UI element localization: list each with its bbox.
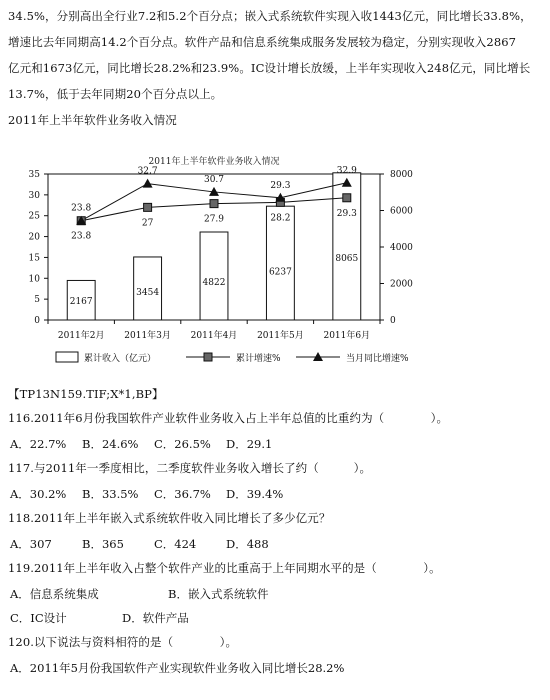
- question-117: 117.与2011年一季度相比，二季度软件业务收入增长了约（ ）。: [8, 461, 372, 475]
- left-axis-tick-label: 30: [28, 190, 40, 201]
- cumulative-growth-label: 23.8: [71, 231, 92, 242]
- left-axis-tick-label: 20: [28, 232, 40, 243]
- left-axis-tick-label: 0: [34, 316, 40, 326]
- x-axis-label: 2011年4月: [190, 331, 238, 341]
- chart-title: 2011年上半年软件业务收入情况: [148, 157, 280, 167]
- option-c[interactable]: C．36.7%: [154, 487, 211, 501]
- bar-value-label: 8065: [335, 254, 359, 265]
- option-b[interactable]: B．365: [82, 537, 124, 551]
- option-a[interactable]: A．307: [10, 537, 52, 551]
- x-axis-label: 2011年2月: [57, 331, 105, 341]
- paragraph-line-2: 增速比去年同期高14.2个百分点。软件产品和信息系统集成服务发展较为稳定，分别实现收入2867: [8, 35, 517, 49]
- option-b[interactable]: B．嵌入式系统软件: [168, 587, 269, 601]
- option-d[interactable]: D．软件产品: [122, 611, 189, 625]
- question-119: 119.2011年上半年收入占整个软件产业的比重高于上年同期水平的是（ ）。: [8, 561, 441, 575]
- option-c[interactable]: C．IC设计: [10, 611, 67, 625]
- option-a[interactable]: A．2011年5月份我国软件产业实现软件业务收入同比增长28.2%: [10, 661, 345, 675]
- option-a[interactable]: A．22.7%: [10, 437, 67, 451]
- cumulative-growth-label: 28.2: [270, 213, 291, 224]
- question-120: 120.以下说法与资料相符的是（ ）。: [8, 635, 238, 649]
- right-axis-tick-label: 2000: [390, 279, 413, 290]
- legend-bar-swatch: [56, 352, 78, 362]
- option-b[interactable]: B．24.6%: [82, 437, 139, 451]
- x-axis-label: 2011年5月: [257, 331, 304, 341]
- right-axis-tick-label: 0: [390, 316, 396, 326]
- cumulative-point: [343, 194, 351, 202]
- left-axis-tick-label: 25: [28, 211, 40, 222]
- monthly-growth-label: 23.8: [71, 203, 92, 214]
- cumulative-growth-label: 27.9: [203, 214, 225, 225]
- option-b[interactable]: B．33.5%: [82, 487, 139, 501]
- paragraph-line-1: 34.5%，分别高出全行业7.2和5.2个百分点；嵌入式系统软件实现入收1443亿元，同比增长33.8%，: [8, 9, 532, 23]
- option-c[interactable]: C．424: [154, 537, 197, 551]
- option-a[interactable]: A．信息系统集成: [10, 587, 99, 601]
- option-d[interactable]: D．29.1: [226, 437, 273, 451]
- option-a[interactable]: A．30.2%: [10, 487, 67, 501]
- left-axis-tick-label: 5: [34, 295, 40, 306]
- cumulative-growth-label: 27: [141, 218, 154, 229]
- option-c[interactable]: C．26.5%: [154, 437, 211, 451]
- left-axis-tick-label: 10: [28, 274, 40, 285]
- cumulative-point: [210, 200, 218, 208]
- left-axis-tick-label: 35: [28, 170, 40, 180]
- legend-triangle-label: 当月同比增速%: [346, 354, 409, 364]
- legend-bar-label: 累计收入（亿元）: [84, 354, 157, 364]
- monthly-growth-label: 32.7: [137, 166, 158, 177]
- right-axis-tick-label: 8000: [390, 170, 413, 180]
- legend-square-swatch: [204, 353, 212, 361]
- option-d[interactable]: D．39.4%: [226, 487, 284, 501]
- cumulative-point: [144, 203, 152, 211]
- bar-value-label: 6237: [268, 267, 292, 278]
- question-116: 116.2011年6月份我国软件产业软件业务收入占上半年总值的比重约为（ ）。: [8, 411, 449, 425]
- monthly-growth-label: 32.9: [336, 165, 357, 176]
- legend-square-label: 累计增速%: [236, 354, 281, 364]
- cumulative-growth-label: 29.3: [336, 208, 357, 219]
- monthly-point: [143, 179, 153, 188]
- paragraph-line-4: 13.7%，低于去年同期20个百分点以上。: [8, 87, 223, 101]
- monthly-growth-label: 30.7: [203, 174, 225, 185]
- right-axis-tick-label: 4000: [390, 243, 413, 253]
- figure-ref: 【TP13N159.TIF;X*1,BP】: [8, 387, 164, 401]
- x-axis-label: 2011年6月: [323, 331, 371, 341]
- section-title: 2011年上半年软件业务收入情况: [8, 113, 177, 127]
- paragraph-line-3: 亿元和1673亿元，同比增长28.2%和23.9%。IC设计增长放缓，上半年实现收入248亿元，同比增长: [8, 61, 531, 75]
- monthly-growth-label: 29.3: [270, 180, 291, 191]
- bar-value-label: 4822: [202, 277, 226, 288]
- bar-value-label: 2167: [69, 297, 93, 308]
- right-axis-tick-label: 6000: [390, 206, 413, 217]
- left-axis-tick-label: 15: [28, 253, 40, 264]
- bar-value-label: 3454: [136, 287, 160, 298]
- question-118: 118.2011年上半年嵌入式系统软件收入同比增长了多少亿元？: [8, 511, 331, 525]
- x-axis-label: 2011年3月: [124, 331, 171, 341]
- revenue-chart: [0, 148, 550, 380]
- bar: [200, 232, 228, 320]
- option-d[interactable]: D．488: [226, 537, 269, 551]
